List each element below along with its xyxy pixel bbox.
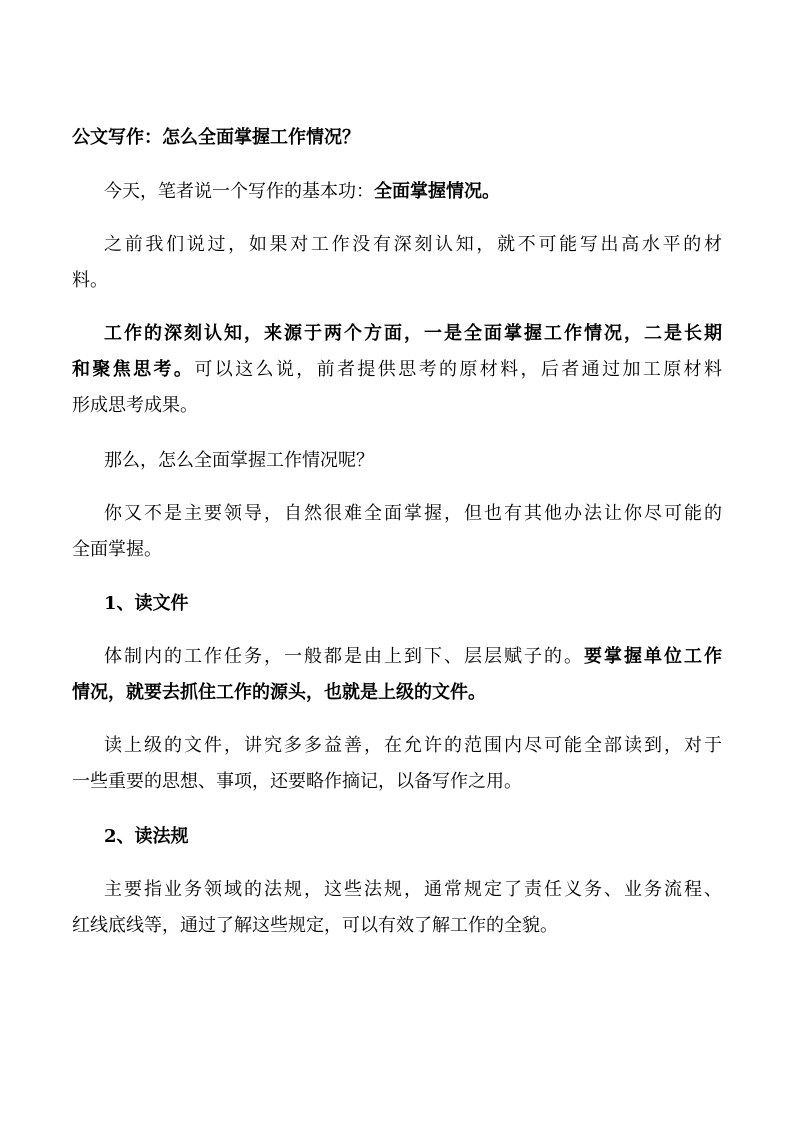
paragraph-intro-emphasis: 全面掌握情况。 — [374, 181, 500, 202]
paragraph-4: 那么，怎么全面掌握工作情况呢？ — [104, 450, 374, 471]
paragraph-8-line-1: 主要指业务领域的法规，这些法规，通常规定了责任义务、业务流程、 — [104, 879, 722, 900]
paragraph-6-line-2: 情况，就要去抓住工作的源头，也就是上级的文件。 — [72, 682, 486, 703]
paragraph-5-line-1: 你又不是主要领导，自然很难全面掌握，但也有其他办法让你尽可能的 — [104, 503, 722, 524]
paragraph-5-line-2: 全面掌握。 — [72, 539, 162, 560]
section-heading-1: 1、读文件 — [104, 593, 189, 614]
paragraph-3-line-1: 工作的深刻认知，来源于两个方面，一是全面掌握工作情况，二是长期 — [104, 323, 722, 344]
paragraph-6-line-1 — [104, 645, 722, 669]
paragraph-2-line-1: 之前我们说过，如果对工作没有深刻认知，就不可能写出高水平的材 — [104, 234, 722, 255]
paragraph-2-line-2: 料。 — [72, 270, 108, 291]
document-title: 公文写作：怎么全面掌握工作情况？ — [72, 127, 360, 148]
paragraph-8-line-2: 红线底线等，通过了解这些规定，可以有效了解工作的全貌。 — [72, 915, 558, 936]
paragraph-7-line-1: 读上级的文件，讲究多多益善，在允许的范围内尽可能全部读到，对于 — [104, 735, 722, 756]
paragraph-3-text: 可以这么说，前者提供思考的原材料，后者通过加工原材料 — [194, 359, 723, 380]
paragraph-intro — [104, 180, 500, 204]
paragraph-intro-text: 今天，笔者说一个写作的基本功： — [104, 181, 374, 202]
paragraph-7-line-2: 一些重要的思想、事项，还要略作摘记，以备写作之用。 — [72, 771, 522, 792]
paragraph-3-line-2 — [72, 358, 722, 382]
paragraph-3-line-3: 形成思考成果。 — [72, 395, 198, 416]
paragraph-3-emphasis: 和聚焦思考。 — [72, 359, 195, 380]
paragraph-6-emphasis: 要掌握单位工作 — [584, 646, 722, 667]
paragraph-6-text: 体制内的工作任务，一般都是由上到下、层层赋子的。 — [104, 646, 584, 667]
section-heading-2: 2、读法规 — [104, 826, 189, 847]
